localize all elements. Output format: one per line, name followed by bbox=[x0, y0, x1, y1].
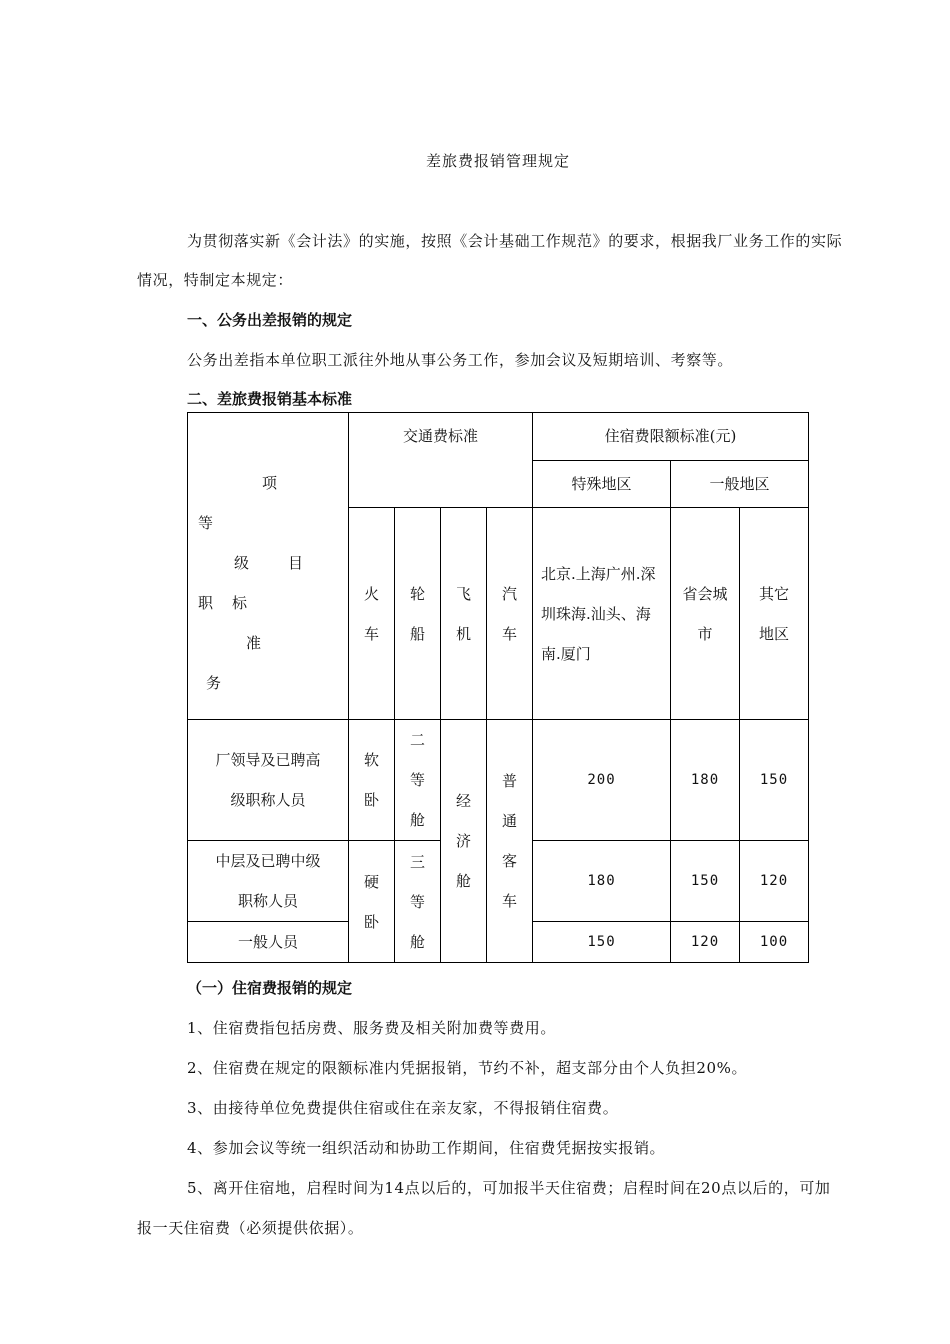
row-train: 硬卧 bbox=[349, 841, 395, 963]
section-1-heading: 一、公务出差报销的规定 bbox=[187, 311, 353, 329]
special-cities: 北京.上海广州.深圳珠海.汕头、海南.厦门 bbox=[533, 508, 671, 720]
other-region: 其它地区 bbox=[740, 508, 809, 720]
plane-class: 经济舱 bbox=[441, 720, 487, 963]
general-region-header: 一般地区 bbox=[671, 460, 809, 508]
row-level: 一般人员 bbox=[188, 922, 349, 963]
row-special-amount: 150 bbox=[533, 922, 671, 963]
section-1-text: 公务出差指本单位职工派往外地从事公务工作，参加会议及短期培训、考察等。 bbox=[187, 351, 734, 369]
row-train: 软卧 bbox=[349, 720, 395, 841]
diag-label: 级 bbox=[234, 554, 250, 572]
row-special-amount: 180 bbox=[533, 841, 671, 922]
intro-line-2: 情况，特制定本规定： bbox=[137, 271, 294, 289]
row-other-amount: 100 bbox=[740, 922, 809, 963]
lodging-heading: （一）住宿费报销的规定 bbox=[187, 979, 353, 997]
lodging-item-5-line-1: 5、离开住宿地，启程时间为14点以后的，可加报半天住宿费；启程时间在20点以后的，可加 bbox=[187, 1179, 831, 1197]
page-title: 差旅费报销管理规定 bbox=[425, 152, 570, 170]
col-ship: 轮船 bbox=[395, 508, 441, 720]
diag-label: 等 bbox=[198, 514, 214, 532]
diag-label: 项 bbox=[262, 474, 278, 492]
diag-label: 职 bbox=[198, 594, 214, 612]
row-other-amount: 150 bbox=[740, 720, 809, 841]
row-provincial-amount: 180 bbox=[671, 720, 740, 841]
lodging-item-3: 3、由接待单位免费提供住宿或住在亲友家，不得报销住宿费。 bbox=[187, 1099, 619, 1117]
bus-class: 普通客车 bbox=[487, 720, 533, 963]
transport-header: 交通费标准 bbox=[349, 413, 533, 508]
lodging-item-2: 2、住宿费在规定的限额标准内凭据报销，节约不补，超支部分由个人负担20%。 bbox=[187, 1059, 748, 1077]
row-ship: 二等舱 bbox=[395, 720, 441, 841]
lodging-item-1: 1、住宿费指包括房费、服务费及相关附加费等费用。 bbox=[187, 1019, 556, 1037]
diag-label: 标 bbox=[232, 594, 248, 612]
row-provincial-amount: 120 bbox=[671, 922, 740, 963]
col-plane: 飞机 bbox=[441, 508, 487, 720]
travel-standard-table bbox=[187, 412, 809, 963]
lodging-item-5-line-2: 报一天住宿费（必须提供依据）。 bbox=[137, 1219, 364, 1237]
row-provincial-amount: 150 bbox=[671, 841, 740, 922]
diag-label: 务 bbox=[206, 674, 222, 692]
row-other-amount: 120 bbox=[740, 841, 809, 922]
col-train: 火车 bbox=[349, 508, 395, 720]
row-special-amount: 200 bbox=[533, 720, 671, 841]
row-level: 中层及已聘中级职称人员 bbox=[188, 841, 349, 922]
intro-line-1: 为贯彻落实新《会计法》的实施，按照《会计基础工作规范》的要求，根据我厂业务工作的实际 bbox=[187, 232, 843, 250]
row-ship: 三等舱 bbox=[395, 841, 441, 963]
special-region-header: 特殊地区 bbox=[533, 460, 671, 508]
diag-label: 准 bbox=[246, 634, 262, 652]
header-diagonal-cell bbox=[188, 413, 349, 720]
lodging-item-4: 4、参加会议等统一组织活动和协助工作期间，住宿费凭据按实报销。 bbox=[187, 1139, 666, 1157]
provincial-city: 省会城市 bbox=[671, 508, 740, 720]
diag-label: 目 bbox=[288, 554, 304, 572]
row-level: 厂领导及已聘高级职称人员 bbox=[188, 720, 349, 841]
col-bus: 汽车 bbox=[487, 508, 533, 720]
section-2-heading: 二、差旅费报销基本标准 bbox=[187, 390, 353, 408]
lodging-header: 住宿费限额标准(元) bbox=[533, 413, 809, 461]
